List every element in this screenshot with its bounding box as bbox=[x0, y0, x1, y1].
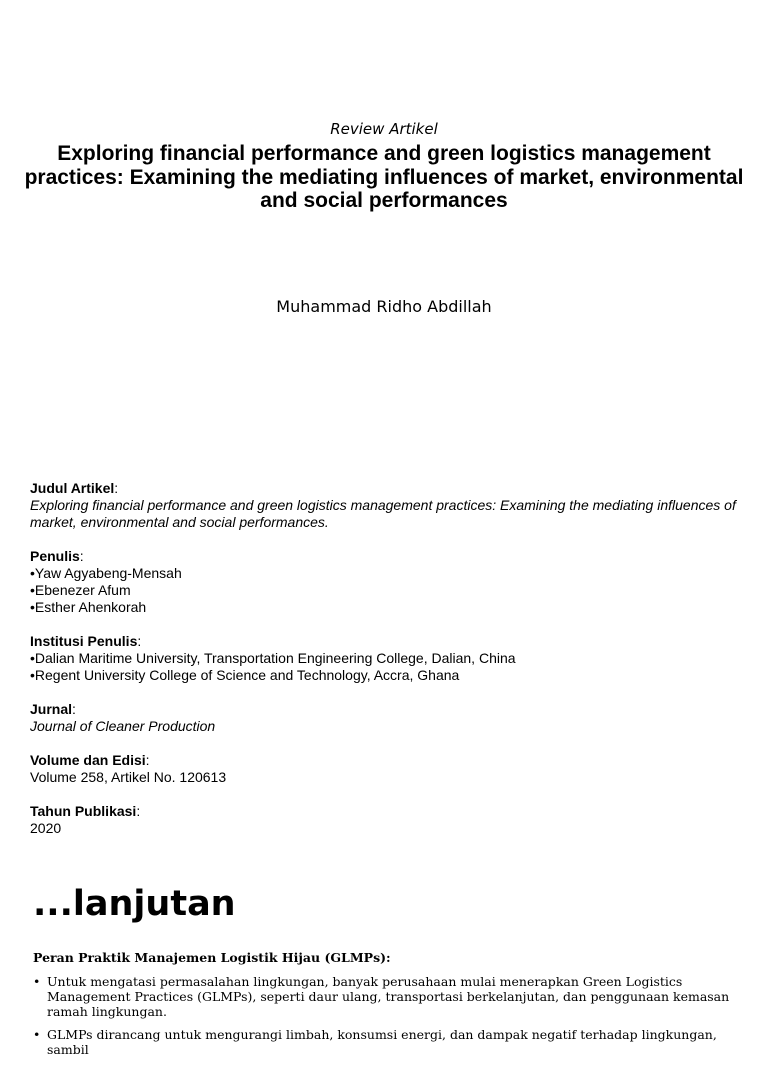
tahun-label: Tahun Publikasi bbox=[30, 803, 137, 819]
volume-label: Volume dan Edisi bbox=[30, 752, 146, 768]
jurnal-block: Jurnal: Journal of Cleaner Production bbox=[30, 701, 742, 735]
glmp-section bbox=[33, 950, 743, 1065]
judul-label: Judul Artikel bbox=[30, 480, 115, 496]
continuation-title: ...lanjutan bbox=[33, 884, 236, 924]
judul-block: Judul Artikel: Exploring financial performance and green logistics management practices: Examining the mediating influences of market, environmental and social performances. bbox=[30, 480, 742, 531]
penulis-item: • Esther Ahenkorah bbox=[30, 599, 742, 616]
penulis-item: • Ebenezer Afum bbox=[30, 582, 742, 599]
review-kicker: Review Artikel bbox=[330, 120, 438, 138]
institusi-item: • Dalian Maritime University, Transportation Engineering College, Dalian, China bbox=[30, 650, 742, 667]
penulis-block: Penulis: • Yaw Agyabeng-Mensah • Ebenezer Afum • Esther Ahenkorah bbox=[30, 548, 742, 616]
volume-block: Volume dan Edisi: Volume 258, Artikel No. 120613 bbox=[30, 752, 742, 786]
tahun-value: 2020 bbox=[30, 820, 62, 836]
glmp-heading: Peran Praktik Manajemen Logistik Hijau (GLMPs): bbox=[33, 950, 391, 965]
penulis-item: • Yaw Agyabeng-Mensah bbox=[30, 565, 742, 582]
institusi-item: • Regent University College of Science and Technology, Accra, Ghana bbox=[30, 667, 742, 684]
institusi-label: Institusi Penulis bbox=[30, 633, 138, 649]
volume-value: Volume 258, Artikel No. 120613 bbox=[30, 769, 227, 785]
presenter-name: Muhammad Ridho Abdillah bbox=[276, 297, 492, 316]
judul-value: Exploring financial performance and green logistics management practices: Examining the mediating influences of market, environmental and social performances. bbox=[30, 497, 736, 530]
jurnal-label: Jurnal bbox=[30, 701, 73, 717]
article-info bbox=[30, 480, 742, 854]
presentation-title: Exploring financial performance and green logistics management practices: Examining the mediating influences of market, environmental and social performances bbox=[24, 142, 744, 212]
jurnal-value: Journal of Cleaner Production bbox=[30, 718, 216, 734]
institusi-block: Institusi Penulis: • Dalian Maritime University, Transportation Engineering College, Dalian, China • Regent University College of Science and Technology, Accra, Ghana bbox=[30, 633, 742, 684]
tahun-block: Tahun Publikasi: 2020 bbox=[30, 803, 742, 837]
list-item: • GLMPs dirancang untuk mengurangi limbah, konsumsi energi, dan dampak negatif terhadap lingkungan, sambil bbox=[33, 1027, 743, 1057]
glmp-list bbox=[33, 974, 743, 1057]
list-item: • Untuk mengatasi permasalahan lingkungan, banyak perusahaan mulai menerapkan Green Logistics Management Practices (GLMPs), seperti daur ulang, transportasi berkelanjutan, dan penggunaan kemasan ramah lingkungan. bbox=[33, 974, 743, 1019]
penulis-label: Penulis bbox=[30, 548, 80, 564]
